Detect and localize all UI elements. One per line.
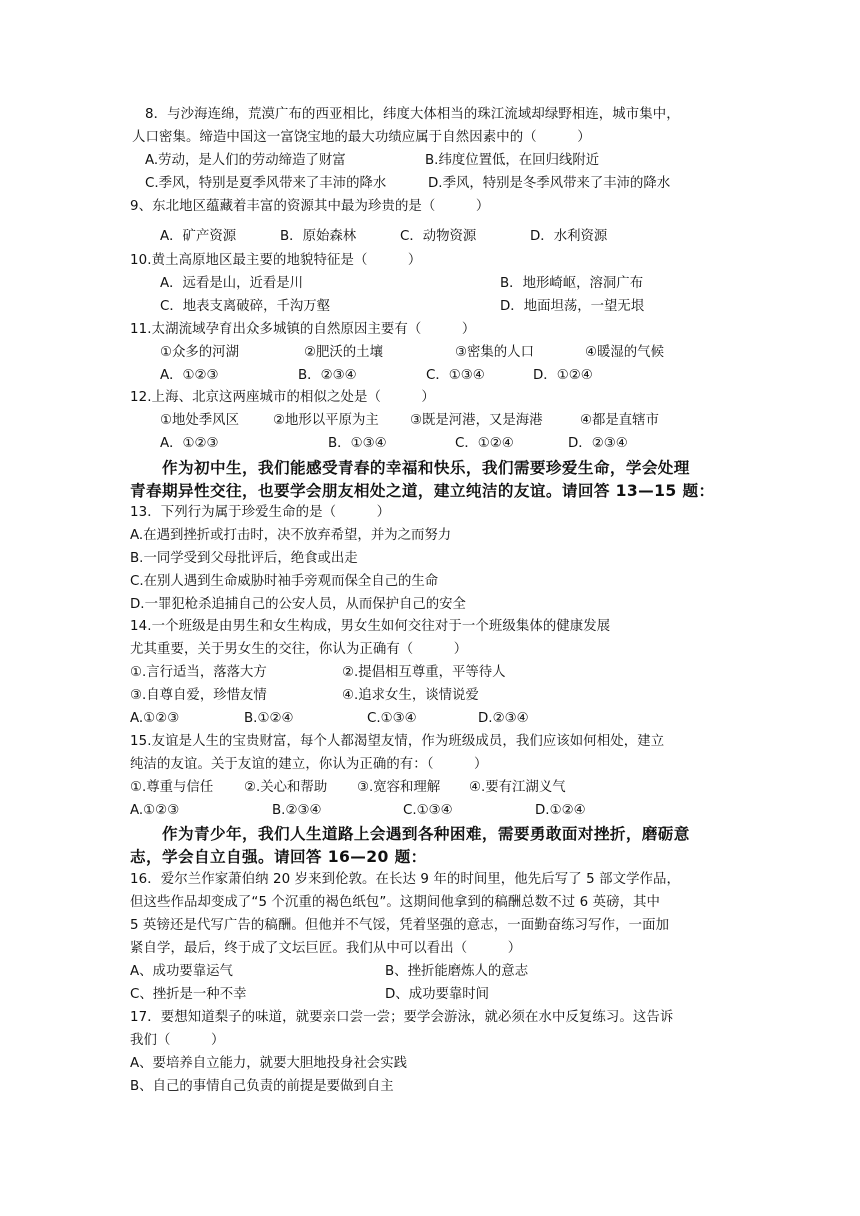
q12-option-a: A．①②③ [160, 436, 219, 451]
q12-statement-4: ④都是直辖市 [580, 413, 659, 428]
q16-stem-line1: 16．爱尔兰作家萧伯纳 20 岁来到伦敦。在长达 9 年的时间里，他先后写了 5 部文学作品， [130, 872, 681, 887]
q15-stem-line1: 15.友谊是人生的宝贵财富，每个人都渴望友情，作为班级成员，我们应该如何相处，建立 [130, 734, 665, 749]
q10-option-d: D．地面坦荡，一望无垠 [500, 299, 645, 314]
q16-option-d: D、成功要靠时间 [385, 987, 490, 1002]
q15-statement-1: ①.尊重与信任 [130, 780, 214, 795]
q13-option-c: C.在别人遇到生命威胁时袖手旁观而保全自己的生命 [130, 574, 439, 589]
q17-option-a: A、要培养自立能力，就要大胆地投身社会实践 [130, 1056, 407, 1071]
q12-stem: 12.上海、北京这两座城市的相似之处是（ ） [130, 390, 435, 405]
q14-option-a: A.①②③ [130, 711, 180, 726]
q8-option-d: D.季风，特别是冬季风带来了丰沛的降水 [428, 176, 671, 191]
q9-option-c: C．动物资源 [400, 229, 477, 244]
q14-stem-line2: 尤其重要，关于男女生的交往，你认为正确有（ ） [130, 642, 468, 657]
q15-option-b: B.②③④ [272, 803, 322, 818]
q15-option-a: A.①②③ [130, 803, 180, 818]
q10-option-b: B．地形崎岖，溶洞广布 [500, 276, 644, 291]
q13-option-b: B.一同学受到父母批评后，绝食或出走 [130, 551, 358, 566]
q14-statement-3: ③.自尊自爱，珍惜友情 [130, 688, 267, 703]
section-intro-1-line2: 青春期异性交往，也要学会朋友相处之道，建立纯洁的友谊。请回答 13—15 题： [130, 482, 715, 500]
q14-option-c: C.①③④ [367, 711, 417, 726]
q9-option-d: D．水利资源 [530, 229, 608, 244]
q15-statement-3: ③.宽容和理解 [357, 780, 441, 795]
q8-option-c: C.季风，特别是夏季风带来了丰沛的降水 [145, 176, 387, 191]
q9-stem: 9、东北地区蕴藏着丰富的资源其中最为珍贵的是（ ） [130, 199, 490, 214]
q9-option-a: A．矿产资源 [160, 229, 237, 244]
q13-option-a: A.在遇到挫折或打击时，决不放弃希望，并为之而努力 [130, 528, 452, 543]
q8-stem-line1: 8．与沙海连绵，荒漠广布的西亚相比，纬度大体相当的珠江流域却绿野相连，城市集中， [145, 107, 680, 122]
q12-statement-2: ②地形以平原为主 [273, 413, 379, 428]
q12-statement-3: ③既是河港，又是海港 [410, 413, 543, 428]
q10-option-a: A．远看是山，近看是川 [160, 276, 304, 291]
q16-stem-line2: 但这些作品却变成了“5 个沉重的褐色纸包”。这期间他拿到的稿酬总数不过 6 英磅，其中 [130, 895, 661, 910]
section-intro-1-line1: 作为初中生，我们能感受青春的幸福和快乐，我们需要珍爱生命，学会处理 [162, 459, 690, 477]
q11-statement-4: ④暖湿的气候 [585, 345, 664, 360]
q12-option-b: B．①③④ [328, 436, 387, 451]
q14-statement-1: ①.言行适当，落落大方 [130, 665, 267, 680]
q16-option-a: A、成功要靠运气 [130, 964, 233, 979]
q11-option-c: C．①③④ [426, 368, 485, 383]
q8-option-b: B.纬度位置低，在回归线附近 [425, 153, 600, 168]
q15-option-d: D.①②④ [535, 803, 586, 818]
q10-stem: 10.黄土高原地区最主要的地貌特征是（ ） [130, 253, 422, 268]
q15-option-c: C.①③④ [403, 803, 453, 818]
q16-stem-line3: 5 英镑还是代写广告的稿酬。但他并不气馁，凭着坚强的意志，一面勤奋练习写作，一面加 [130, 918, 670, 933]
q16-stem-line4: 紧自学，最后，终于成了文坛巨匠。我们从中可以看出（ ） [130, 941, 522, 956]
q14-statement-4: ④.追求女生，谈情说爱 [342, 688, 479, 703]
section-intro-2-line2: 志，学会自立自强。请回答 16—20 题： [130, 848, 427, 866]
section-intro-2-line1: 作为青少年，我们人生道路上会遇到各种困难，需要勇敢面对挫折，磨砺意 [162, 825, 690, 843]
q16-option-c: C、挫折是一种不幸 [130, 987, 247, 1002]
q15-statement-2: ②.关心和帮助 [244, 780, 328, 795]
q11-option-b: B．②③④ [298, 368, 357, 383]
q13-option-d: D.一罪犯枪杀追捕自己的公安人员，从而保护自己的安全 [130, 597, 466, 612]
q8-stem-line2: 人口密集。缔造中国这一富饶宝地的最大功绩应属于自然因素中的（ ） [132, 130, 591, 145]
q14-option-d: D.②③④ [478, 711, 529, 726]
q11-statement-2: ②肥沃的土壤 [304, 345, 383, 360]
q12-statement-1: ①地处季风区 [160, 413, 239, 428]
q14-option-b: B.①②④ [244, 711, 294, 726]
q10-option-c: C．地表支离破碎，千沟万壑 [160, 299, 331, 314]
q12-option-d: D．②③④ [568, 436, 628, 451]
q16-option-b: B、挫折能磨炼人的意志 [385, 964, 529, 979]
q8-option-a: A.劳动，是人们的劳动缔造了财富 [145, 153, 346, 168]
q11-statement-1: ①众多的河湖 [160, 345, 239, 360]
q11-statement-3: ③密集的人口 [455, 345, 534, 360]
q15-statement-4: ④.要有江湖义气 [469, 780, 566, 795]
q17-stem-line1: 17．要想知道梨子的味道，就要亲口尝一尝；要学会游泳，就必须在水中反复练习。这告诉 [130, 1010, 674, 1025]
q14-stem-line1: 14.一个班级是由男生和女生构成，男女生如何交往对于一个班级集体的健康发展 [130, 619, 611, 634]
q11-option-d: D．①②④ [533, 368, 593, 383]
q12-option-c: C．①②④ [455, 436, 514, 451]
q11-option-a: A．①②③ [160, 368, 219, 383]
q17-option-b: B、自己的事情自己负责的前提是要做到自主 [130, 1079, 394, 1094]
q11-stem: 11.太湖流域孕育出众多城镇的自然原因主要有（ ） [130, 322, 476, 337]
q13-stem: 13．下列行为属于珍爱生命的是（ ） [130, 505, 391, 520]
q17-stem-line2: 我们（ ） [130, 1033, 225, 1048]
q15-stem-line2: 纯洁的友谊。关于友谊的建立，你认为正确的有：（ ） [130, 757, 488, 772]
q9-option-b: B．原始森林 [280, 229, 357, 244]
q14-statement-2: ②.提倡相互尊重，平等待人 [342, 665, 506, 680]
